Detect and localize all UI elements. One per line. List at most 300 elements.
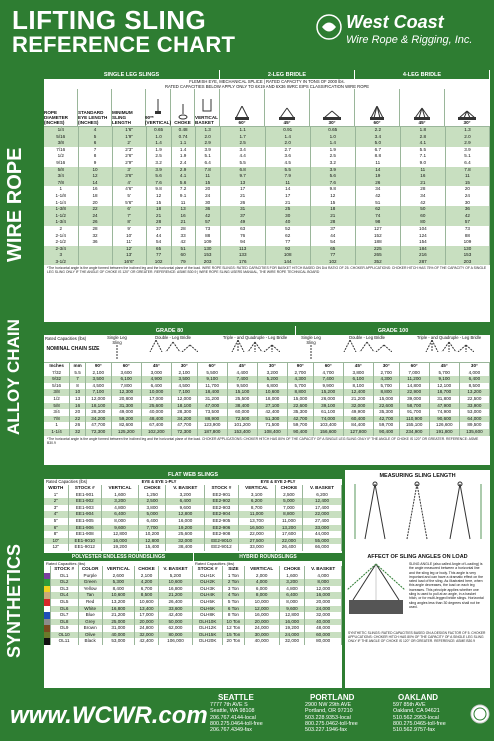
table-cell: 3,200: [279, 579, 305, 586]
table-cell: EE1-902: [68, 498, 101, 505]
table-cell: 8,800: [373, 389, 399, 396]
table-cell: 21: [400, 180, 445, 187]
wire-rope-panel: [44, 70, 490, 322]
table-cell: 4.1: [400, 140, 445, 147]
table-cell: 35,300: [287, 409, 313, 416]
table-cell: 32,000: [135, 632, 159, 639]
table-cell: 5/16: [44, 134, 78, 141]
table-cell: 6,700: [135, 586, 159, 593]
table-cell: 1.3: [195, 127, 220, 134]
table-cell: 1,600: [279, 573, 305, 580]
certification-badge-icon: [470, 704, 490, 724]
column-header: COLOR: [78, 566, 102, 573]
table-cell: 7,100: [171, 389, 197, 396]
table-cell: 1 Ton: [223, 573, 244, 580]
table-cell: 6,400: [279, 592, 305, 599]
table-cell: 90,400: [287, 429, 313, 436]
table-cell: 11,000: [275, 518, 302, 525]
table-cell: 22: [70, 416, 86, 423]
table-cell: 3: [44, 252, 78, 259]
table-row: [44, 492, 342, 499]
table-cell: 6,200: [238, 498, 275, 505]
group-2-leg: 2-LEG BRIDLE: [220, 70, 355, 79]
table-cell: 8: [70, 383, 86, 390]
table-cell: 5,000: [275, 498, 302, 505]
table-cell: 59,200: [111, 416, 141, 423]
table-cell: 7.6: [146, 180, 171, 187]
table-cell: 9,100: [429, 376, 459, 383]
table-cell: 2-1/2: [44, 239, 78, 246]
table-cell: 74: [355, 213, 400, 220]
table-cell: 15: [195, 180, 220, 187]
side-tab-wire-rope: [0, 62, 44, 322]
table-cell: 94: [220, 239, 265, 246]
table-cell: 50,000: [158, 619, 192, 626]
table-cell: 62,000: [158, 625, 192, 632]
table-cell: 8": [44, 531, 68, 538]
table-header-row: [44, 363, 490, 370]
table-cell: 7,700: [139, 525, 166, 532]
table-cell: OL2: [50, 579, 78, 586]
table-cell: 18,400: [197, 389, 227, 396]
header: [0, 0, 494, 62]
table-cell: 47,000: [197, 403, 227, 410]
table-cell: 12,800: [101, 531, 138, 538]
table-cell: 40,000: [305, 619, 342, 626]
table-cell: Yellow: [78, 586, 102, 593]
table-cell: EE1-905: [68, 518, 101, 525]
table-cell: 5'6": [112, 200, 146, 207]
table-cell: 24,000: [244, 625, 279, 632]
roundslings-table: [44, 566, 193, 645]
table-cell: 0.91: [265, 127, 310, 134]
table-row: [44, 505, 342, 512]
table-cell: 4,500: [171, 383, 197, 390]
table-cell: 34,200: [171, 416, 197, 423]
table-cell: 127: [355, 226, 400, 233]
table-cell: 49,900: [343, 409, 373, 416]
table-cell: 2.7: [265, 147, 310, 154]
table-cell: 28: [400, 186, 445, 193]
alloy-chain-panel: [44, 326, 490, 465]
table-cell: 82,600: [111, 422, 141, 429]
table-cell: 130: [445, 246, 489, 253]
grade-100-header: GRADE 100: [296, 326, 490, 335]
table-cell: EE2-9010: [205, 538, 238, 545]
hybrid-table: [193, 566, 342, 645]
table-cell: 4.4: [220, 153, 265, 160]
table-cell: OL8: [50, 619, 78, 626]
table-cell: 32,000: [279, 638, 305, 645]
table-cell: 0.65: [310, 127, 355, 134]
table-cell: 25: [265, 206, 310, 213]
table-cell: 11: [445, 173, 489, 180]
table-cell: 17: [265, 193, 310, 200]
table-cell: 3.9: [310, 167, 355, 174]
table-cell: 22,500: [459, 396, 489, 403]
table-cell: 5,200: [158, 573, 192, 580]
table-cell: 2.0: [195, 134, 220, 141]
table-cell: 3,200: [166, 492, 205, 499]
table-cell: 7.8: [195, 167, 220, 174]
table-cell: 2'9": [112, 160, 146, 167]
bridle-2leg-icon: [279, 106, 295, 120]
table-cell: 22: [78, 206, 112, 213]
bridle-2leg-icon: [323, 106, 341, 120]
hybrid-capacity-label: Rated Capacities (lbs): [195, 560, 235, 566]
table-row: [44, 173, 490, 180]
synthetic-note: SYNTHETIC SLINGS: RATED CAPACITIES BASED ON A DESIGN FACTOR OF 5. CHOKER APPLICATIONS: CHOKER HITCH HAS 80% OF THE CAPACITY OF A SINGLE LEG SLING ONLY IF THE ANGLE OF CHOKE IS 120° OR GREATER. REFERENCE: ASME B30.9: [348, 631, 486, 643]
table-cell: 5.5: [265, 167, 310, 174]
table-cell: 59,700: [373, 422, 399, 429]
table-cell: 42: [195, 213, 220, 220]
grade-80-header: GRADE 80: [44, 326, 296, 335]
table-cell: 10": [44, 538, 68, 545]
table-cell: 48,000: [305, 625, 342, 632]
column-header: V. BASKET: [305, 566, 342, 573]
table-cell: 124: [400, 233, 445, 240]
table-cell: OL7: [50, 612, 78, 619]
table-cell: 14: [355, 167, 400, 174]
table-cell: 22,900: [399, 389, 429, 396]
column-header: 60°: [111, 363, 141, 370]
table-cell: 8: [78, 153, 112, 160]
table-cell: 2,500: [139, 498, 166, 505]
table-cell: EE1-904: [68, 511, 101, 518]
table-cell: 3,800: [343, 370, 373, 377]
table-cell: 21,200: [343, 396, 373, 403]
column-header: VERTICAL: [102, 566, 135, 573]
table-cell: OL4: [50, 592, 78, 599]
table-row: [44, 511, 342, 518]
table-cell: 5.1: [445, 153, 489, 160]
table-row: [193, 619, 342, 626]
table-cell: 3": [44, 505, 68, 512]
table-cell: 62: [265, 233, 310, 240]
table-cell: 135,600: [459, 429, 489, 436]
column-header: VERTICAL: [238, 485, 275, 492]
table-cell: 17,000: [141, 396, 171, 403]
table-cell: 42: [171, 239, 195, 246]
table-cell: 5.5: [400, 147, 445, 154]
table-cell: 2-1/4: [44, 233, 78, 240]
table-cell: OLH1K: [193, 573, 223, 580]
table-cell: 14: [265, 186, 310, 193]
table-cell: 1'6": [112, 127, 146, 134]
table-cell: 2.5: [220, 140, 265, 147]
office-city-seattle: SEATTLE: [218, 693, 254, 702]
table-cell: 109: [195, 239, 220, 246]
table-cell: 2'3": [112, 147, 146, 154]
table-cell: 5': [112, 193, 146, 200]
table-cell: 16,000: [166, 518, 205, 525]
table-cell: 38,400: [227, 403, 257, 410]
table-cell: 3,500: [171, 376, 197, 383]
table-cell: 7,400: [313, 376, 343, 383]
table-row: [44, 180, 490, 187]
table-cell: 1.0: [146, 134, 171, 141]
table-cell: 22,600: [373, 403, 399, 410]
table-cell: 16,000: [279, 619, 305, 626]
table-cell: 125,200: [111, 429, 141, 436]
table-cell: 72,500: [227, 416, 257, 423]
table-cell: 26: [355, 180, 400, 187]
table-cell: 7': [112, 213, 146, 220]
table-cell: 6,400: [139, 518, 166, 525]
table-cell: 12,000: [244, 606, 279, 613]
multi-leg-chain-icon: [230, 340, 280, 352]
column-header: 30°: [459, 363, 489, 370]
sling-angle-text: SLING ANGLE (also called Angle of Loading) is the angle measured between a horizontal line and the sling leg or body. This angle is very important and can have a dramatic effect on the rated load of the sling. As illustrated here, when this angle decreases, the load on each leg increases. This principle applies whether one sling is used to pull at an angle, in a basket hitch, or for multi-legged bridle slings. Horizontal sling angles less than 30 degrees shall not be used.: [409, 562, 484, 609]
table-cell: 3,100: [238, 492, 275, 499]
table-row: [44, 403, 490, 410]
table-cell: 88,900: [197, 416, 227, 423]
table-cell: 13,200: [102, 599, 135, 606]
table-row: [193, 638, 342, 645]
column-header: 60°: [197, 363, 227, 370]
table-cell: 12,000: [305, 586, 342, 593]
table-cell: 37: [310, 226, 355, 233]
table-cell: 188: [355, 239, 400, 246]
table-cell: 34: [355, 186, 400, 193]
table-cell: 6,400: [101, 511, 138, 518]
table-cell: 22,600: [287, 403, 313, 410]
table-cell: 2: [44, 226, 78, 233]
table-cell: 51,300: [257, 416, 287, 423]
table-cell: 44: [310, 233, 355, 240]
table-cell: 352: [355, 259, 400, 266]
table-cell: 42: [400, 200, 445, 207]
ply2-label: EYE & EYE 2-PLY: [260, 479, 296, 484]
table-cell: 7.8: [445, 167, 489, 174]
table-cell: 6,200: [303, 492, 342, 499]
table-cell: 33,900: [459, 403, 489, 410]
table-cell: 5,300: [102, 579, 135, 586]
table-cell: 16: [400, 173, 445, 180]
table-cell: 15 Ton: [223, 632, 244, 639]
chain-grade-headers: [44, 326, 490, 335]
table-cell: 153,400: [227, 429, 257, 436]
table-cell: 10': [112, 233, 146, 240]
table-cell: 108: [265, 252, 310, 259]
table-cell: 30: [445, 200, 489, 207]
table-cell: [78, 252, 112, 259]
table-row: [44, 525, 342, 532]
table-cell: 19,200: [279, 625, 305, 632]
table-cell: 15: [445, 180, 489, 187]
table-row: [44, 599, 193, 606]
column-header: mm: [70, 363, 86, 370]
table-cell: 22,000: [275, 538, 302, 545]
group-4-leg: 4-LEG BRIDLE: [355, 70, 490, 79]
table-cell: 26,000: [313, 396, 343, 403]
table-cell: 265: [355, 252, 400, 259]
table-cell: 5.6: [146, 173, 171, 180]
table-row: [44, 538, 342, 545]
table-cell: 77: [265, 239, 310, 246]
table-cell: 5,000: [139, 511, 166, 518]
table-cell: 4,000: [244, 579, 279, 586]
table-cell: 42,700: [287, 416, 313, 423]
table-cell: 20 Ton: [223, 638, 244, 645]
table-cell: 2.5: [146, 153, 171, 160]
table-cell: 5": [44, 518, 68, 525]
table-cell: 8,000: [244, 592, 279, 599]
column-header: VERTICAL: [101, 485, 138, 492]
table-row: [44, 140, 490, 147]
table-cell: 4,300: [287, 376, 313, 383]
table-cell: 6,400: [459, 376, 489, 383]
table-cell: 40: [265, 219, 310, 226]
table-cell: 38,400: [166, 544, 205, 551]
double-leg-chain-icon: [148, 340, 198, 352]
table-cell: 7.2: [171, 186, 195, 193]
table-cell: 126,600: [429, 422, 459, 429]
table-cell: 11,000: [238, 511, 275, 518]
table-cell: 26: [70, 422, 86, 429]
table-cell: 28: [78, 226, 112, 233]
table-cell: 34: [400, 193, 445, 200]
table-cell: 16,000: [101, 538, 138, 545]
column-header: CHOKE: [275, 485, 302, 492]
table-cell: 3'6": [112, 173, 146, 180]
table-cell: 72,300: [85, 429, 111, 436]
table-cell: 1/4: [44, 127, 78, 134]
table-cell: 90,400: [373, 429, 399, 436]
page-title: LIFTING SLING: [12, 5, 207, 35]
website-link[interactable]: www.WCWR.com: [10, 702, 208, 729]
table-row: [44, 619, 193, 626]
table-cell: 28: [310, 219, 355, 226]
table-cell: 10,600: [257, 389, 287, 396]
table-cell: 50: [400, 206, 445, 213]
table-cell: 4 Ton: [223, 592, 244, 599]
table-row: [193, 579, 342, 586]
table-cell: 42,400: [135, 638, 159, 645]
table-cell: 12,100: [429, 383, 459, 390]
table-cell: 17,400: [303, 505, 342, 512]
chain-note: *The horizontal angle is the angle formed between the inclined leg and the horizontal plane of the load. CHOKER APPLICATIONS: CHOKER HITCH HAS 80% OF THE CAPACITY OF A SINGLE LEG SLING ONLY IF THE ANGLE OF CHOKE IS 120° OR GREATER. REFERENCE: ASME B30.9: [47, 436, 479, 445]
table-cell: 12,300: [111, 389, 141, 396]
table-cell: 92: [265, 246, 310, 253]
table-cell: 3-1/2: [44, 259, 78, 266]
table-cell: Brown: [78, 625, 102, 632]
table-cell: 102: [146, 259, 171, 266]
table-cell: 26: [220, 200, 265, 207]
table-cell: 9.8: [146, 186, 171, 193]
table-cell: 2": [44, 498, 68, 505]
table-cell: 216: [400, 252, 445, 259]
table-cell: 1-1/4: [44, 429, 70, 436]
chain-double-leg-label: Double - Leg Bridle: [155, 335, 191, 340]
table-cell: 8': [112, 219, 146, 226]
table-cell: 18,100: [171, 403, 197, 410]
table-cell: 1/2: [44, 153, 78, 160]
page-subtitle: REFERENCE CHART: [12, 32, 236, 57]
table-cell: 154: [400, 239, 445, 246]
table-cell: 2': [112, 140, 146, 147]
footer: [0, 690, 494, 741]
table-cell: 2 Ton: [223, 579, 244, 586]
column-header: 30°: [373, 363, 399, 370]
table-cell: 7,000: [399, 370, 429, 377]
table-cell: 4.5: [265, 160, 310, 167]
table-cell: 13,700: [238, 518, 275, 525]
table-cell: 11: [265, 180, 310, 187]
table-cell: 62: [355, 206, 400, 213]
table-cell: 20: [445, 186, 489, 193]
table-cell: 2,100: [171, 370, 197, 377]
table-cell: 15,000: [287, 396, 313, 403]
table-cell: 3,800: [139, 505, 166, 512]
table-cell: 2,000: [244, 573, 279, 580]
table-cell: 5,700: [429, 370, 459, 377]
table-row: [44, 544, 342, 551]
table-cell: 77: [310, 252, 355, 259]
table-cell: 103,400: [313, 422, 343, 429]
table-row: [44, 167, 490, 174]
table-cell: 18,100: [85, 403, 111, 410]
table-cell: 2-3/4: [44, 246, 78, 253]
column-header: 45°: [141, 363, 171, 370]
table-cell: 40,000: [141, 409, 171, 416]
table-cell: 60,000: [305, 632, 342, 639]
table-row: [44, 612, 193, 619]
table-cell: 13': [112, 252, 146, 259]
table-row: [44, 638, 193, 645]
table-cell: 101,200: [227, 422, 257, 429]
table-cell: 5.5: [220, 160, 265, 167]
column-header: Inches: [44, 363, 70, 370]
table-cell: 10,000: [141, 389, 171, 396]
table-cell: 12: [146, 193, 171, 200]
table-cell: 5.5: [70, 370, 86, 377]
col-4leg-60: 60°: [355, 89, 400, 126]
table-cell: 32,000: [166, 538, 205, 545]
table-cell: 130: [195, 246, 220, 253]
table-cell: Blue: [78, 612, 102, 619]
table-row: [44, 606, 193, 613]
hybrid-title: HYBRID ROUNDSLINGS: [193, 553, 342, 561]
table-cell: 6.7: [355, 147, 400, 154]
table-cell: 24,000: [279, 632, 305, 639]
table-cell: 8 Ton: [223, 612, 244, 619]
table-cell: 2.5: [310, 153, 355, 160]
table-cell: 1.9: [310, 147, 355, 154]
table-cell: 24: [78, 213, 112, 220]
table-cell: 16,000: [244, 612, 279, 619]
table-cell: OL3: [50, 586, 78, 593]
table-cell: 30: [195, 200, 220, 207]
table-row: [193, 625, 342, 632]
table-row: [44, 579, 193, 586]
table-cell: 80: [400, 219, 445, 226]
table-cell: 6.4: [195, 160, 220, 167]
table-row: [44, 389, 490, 396]
table-cell: 1/2: [44, 396, 70, 403]
table-cell: 53,000: [459, 409, 489, 416]
table-cell: 4,000: [459, 370, 489, 377]
table-cell: 60,000: [227, 409, 257, 416]
table-cell: 234,900: [399, 429, 429, 436]
section-label-synthetics: SYNTHETICS: [4, 543, 24, 658]
table-cell: 4: [78, 127, 112, 134]
table-row: [44, 625, 193, 632]
table-cell: 6.8: [220, 167, 265, 174]
table-cell: 4,800: [279, 586, 305, 593]
table-cell: 66,000: [303, 544, 342, 551]
table-cell: 9,100: [197, 376, 227, 383]
